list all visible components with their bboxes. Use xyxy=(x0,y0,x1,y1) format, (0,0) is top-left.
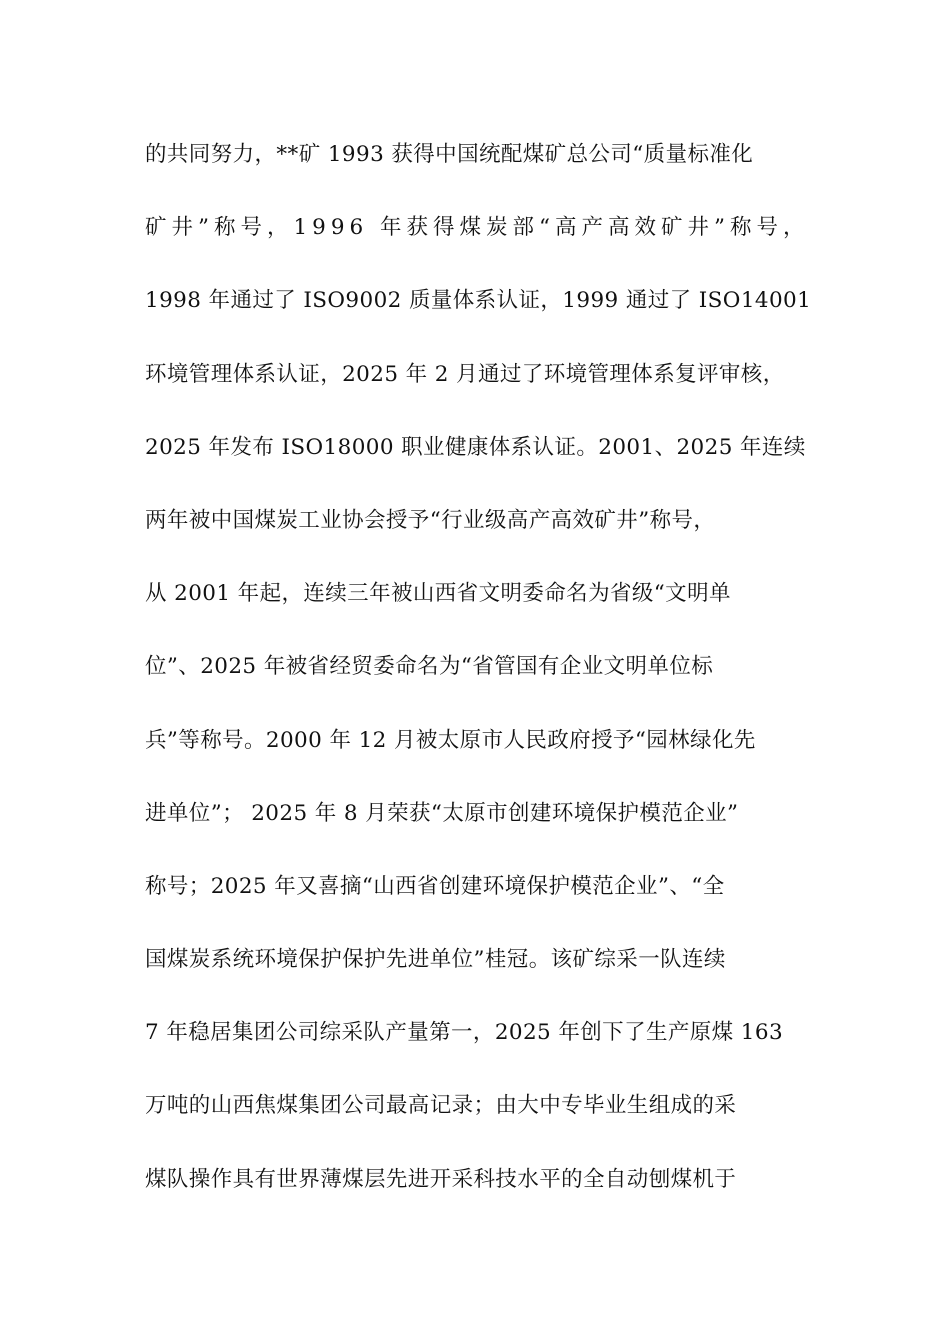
body-text xyxy=(145,132,835,1230)
text-line-11: 称号；2025 年又喜摘“山西省创建环境保护模范企业”、“全 xyxy=(145,873,725,899)
text-line-3: 1998 年通过了 ISO9002 质量体系认证，1999 通过了 ISO14001 xyxy=(145,288,812,314)
text-line-7: 从 2001 年起，连续三年被山西省文明委命名为省级“文明单 xyxy=(145,581,731,607)
text-line-10: 进单位”； 2025 年 8 月荣获“太原市创建环境保护模范企业” xyxy=(145,800,739,826)
text-line-5: 2025 年发布 ISO18000 职业健康体系认证。2001、2025 年连续 xyxy=(145,434,806,460)
text-line-1: 的共同努力，**矿 1993 获得中国统配煤矿总公司“质量标准化 xyxy=(145,142,754,167)
text-line-13: 7 年稳居集团公司综采队产量第一，2025 年创下了生产原煤 163 xyxy=(145,1020,784,1046)
text-line-8: 位”、2025 年被省经贸委命名为“省管国有企业文明单位标 xyxy=(145,654,714,680)
text-line-2: 矿井”称号，1996 年获得煤炭部“高产高效矿井”称号， xyxy=(145,215,810,241)
text-line-4: 环境管理体系认证，2025 年 2 月通过了环境管理体系复评审核， xyxy=(145,361,785,387)
text-line-6: 两年被中国煤炭工业协会授予“行业级高产高效矿井”称号， xyxy=(145,507,716,533)
text-line-15: 煤队操作具有世界薄煤层先进开采科技水平的全自动刨煤机于 xyxy=(145,1166,737,1192)
text-line-9: 兵”等称号。2000 年 12 月被太原市人民政府授予“园林绿化先 xyxy=(145,727,756,753)
text-line-14: 万吨的山西焦煤集团公司最高记录；由大中专毕业生组成的采 xyxy=(145,1093,737,1119)
text-line-12: 国煤炭系统环境保护保护先进单位”桂冠。该矿综采一队连续 xyxy=(145,947,726,973)
